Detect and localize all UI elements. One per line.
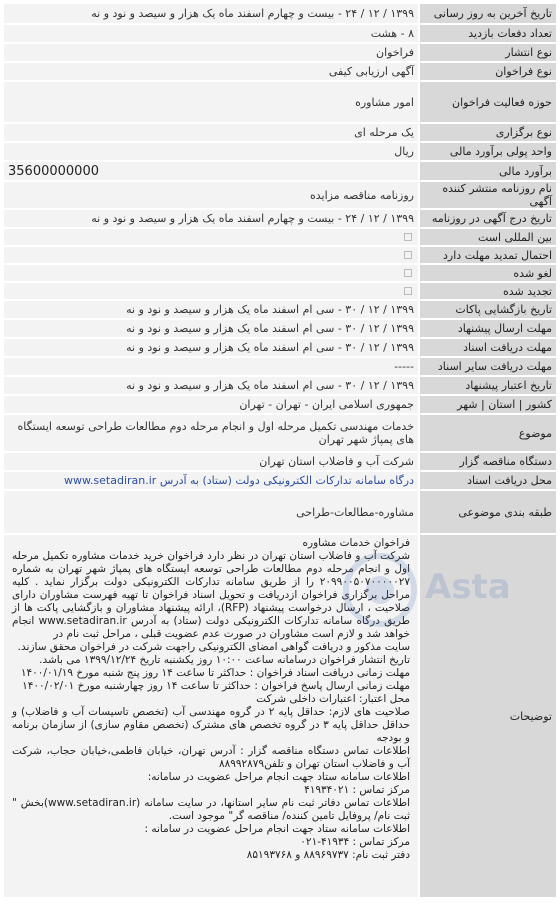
description-text: فراخوان خدمات مشاوره شرکت آب و فاضلاب استان تهران در نظر دارد فراخوان خرید خدمات مشاوره تکمیل مرحله اول و انجام مرحله دوم مطالعات طراحی توسعه ایستگاه های پمپاژ شهر تهران به شماره ۲۰۹۹۰۰۵۰۷۰۰۰۰۰۲۷ را از طریق سامانه تدارکات الکترونیکی دولت برگزار نماید . کلیه مراحل برگزاری فراخوان ازدریافت و تحویل اسناد فراخوان تا تهیه فهرست مشاوران دارای صلاحیت ، ارسال درخواست پیشنهاد (RFP)، ارائه پیشنهاد مشاوران و بازگشایی پاکت ها از طریق درگاه سامانه تدارکات الکترونیکی دولت (ستاد) به آدرس www.setadiran.ir انجام خواهد شد و لازم است مشاوران در صورت عدم عضویت قبلی ، مراحل ثبت نام در سایت مذکور و دریافت گواهی امضای الکترونیکی راجهت شرکت در فراخوان محقق سازند. تاریخ انتشار فراخوان درسامانه ساعت ۱۰:۰۰ روز یکشنبه تاریخ ۱۳۹۹/۱۲/۲۴ می باشد. مهلت زمانی دریافت اسناد فراخوان : حداکثر تا ساعت ۱۴ روز پنج شنبه مورخ ۱۴۰۰/۰۱/۱۹ مهلت زمانی ارسال پاسخ فراخوان : حداکثر تا ساعت ۱۴ روز چهارشنبه مورخ ۱۴۰۰/۰۲/۰۱ محل اعتبار: اعتبارات داخلی شرکت صلاحیت های لازم: حداقل پایه ۲ در گروه مهندسی آب (تخصص تاسیسات آب و فاضلاب) و حداقل حداقل پایه ۳ در گروه تخصص های مشترک (تخصص مقاوم سازی) از سازمان برنامه و بودجه اطلاعات تماس دستگاه مناقصه گزار : آدرس تهران، خیابان فاطمی،خیابان حجاب، شرکت آب و فاضلاب استان تهران و تلفن۸۸۹۹۲۸۷۹ اطلاعات سامانه ستاد جهت انجام مراحل عضویت در سامانه: مرکز تماس : ۴۱۹۳۴۰۲۱ اطلاعات تماس دفاتر ثبت نام سایر استانها، در سایت سامانه (www.setadiran.ir)بخش " ثبت نام/ پروفایل تامین کننده/ مناقصه گر" موجود است. اطلاعات سامانه ستاد جهت انجام مراحل عضویت در سامانه : مرکز تماس : ۴۱۹۳۴-۰۲۱ دفتر ثبت نام: ۸۸۹۶۹۷۳۷ و ۸۵۱۹۳۷۶۸: [12, 537, 411, 861]
value-classification: مشاوره-مطالعات-طراحی: [4, 491, 418, 533]
label-location: کشور | استان | شهر: [420, 396, 556, 413]
value-estimate: 35600000000: [8, 163, 99, 179]
row-renewed: [4, 283, 556, 299]
value-cancelled-cell: [4, 265, 418, 281]
label-subject: موضوع: [420, 415, 556, 451]
label-other-docs-deadline: مهلت دریافت سایر اسناد: [420, 358, 556, 375]
row-publish-type: [4, 44, 556, 61]
label-offer-validity: تاریخ اعتبار پیشنهاد: [420, 377, 556, 394]
row-offer-validity: [4, 377, 556, 394]
value-visit-count: ۸ - هشت: [4, 25, 418, 42]
value-subject: خدمات مهندسی تکمیل مرحله اول و انجام مرحله دوم مطالعات طراحی توسعه ایستگاه های پمپاژ شهر تهران: [4, 415, 418, 451]
label-renewed: تجدید شده: [420, 283, 556, 299]
label-international: بین المللی است: [420, 229, 556, 245]
row-opening-date: [4, 301, 556, 318]
value-organizer: شرکت آب و فاضلاب استان تهران: [4, 453, 418, 470]
value-renewed-cell: [4, 283, 418, 299]
row-location: [4, 396, 556, 413]
row-classification: [4, 491, 556, 533]
label-description: توضیحات: [420, 535, 556, 897]
value-international-cell: [4, 229, 418, 245]
label-classification: طبقه بندی موضوعی: [420, 491, 556, 533]
row-last-update: [4, 4, 556, 23]
row-holding-type: [4, 124, 556, 141]
value-currency: ریال: [4, 143, 418, 160]
value-publish-type: فراخوان: [4, 44, 418, 61]
renewed-checkbox: [404, 287, 412, 295]
value-docs-location: درگاه سامانه تدارکات الکترونیکی دولت (ستاد) به آدرس www.setadiran.ir: [4, 472, 418, 489]
label-activity-field: حوزه فعالیت فراخوان: [420, 82, 556, 122]
label-opening-date: تاریخ بازگشایی پاکات: [420, 301, 556, 318]
label-estimate: برآورد مالی: [420, 162, 556, 180]
value-submit-deadline: ۱۳۹۹ / ۱۲ / ۳۰ - سی ام اسفند ماه یک هزار و سیصد و نود و نه: [4, 320, 418, 337]
label-last-update: تاریخ آخرین به روز رسانی: [420, 4, 556, 23]
value-holding-type: یک مرحله ای: [4, 124, 418, 141]
label-docs-location: محل دریافت اسناد: [420, 472, 556, 489]
extension-checkbox: [404, 251, 412, 259]
row-submit-deadline: [4, 320, 556, 337]
row-cancelled: [4, 265, 556, 281]
label-currency: واحد پولی برآورد مالی: [420, 143, 556, 160]
row-currency: [4, 143, 556, 160]
value-description-cell: [4, 535, 418, 897]
value-activity-field: امور مشاوره: [4, 82, 418, 122]
value-location: جمهوری اسلامی ایران - تهران - تهران: [4, 396, 418, 413]
value-extension-cell: [4, 247, 418, 263]
row-other-docs-deadline: [4, 358, 556, 375]
value-last-update: ۱۳۹۹ / ۱۲ / ۲۴ - بیست و چهارم اسفند ماه یک هزار و سیصد و نود و نه: [4, 4, 418, 23]
row-extension: [4, 247, 556, 263]
label-extension: احتمال تمدید مهلت دارد: [420, 247, 556, 263]
value-other-docs-deadline: -----: [4, 358, 418, 375]
label-organizer: دستگاه مناقصه گزار: [420, 453, 556, 470]
value-call-type: آگهی ارزیابی کیفی: [4, 63, 418, 80]
value-newspaper-date: ۱۳۹۹ / ۱۲ / ۲۴ - بیست و چهارم اسفند ماه یک هزار و سیصد و نود و نه: [4, 210, 418, 227]
international-checkbox: [404, 233, 412, 241]
row-organizer: [4, 453, 556, 470]
row-international: [4, 229, 556, 245]
row-estimate: [4, 162, 556, 180]
value-offer-validity: ۱۳۹۹ / ۱۲ / ۳۰ - سی ام اسفند ماه یک هزار و سیصد و نود و نه: [4, 377, 418, 394]
label-newspaper: نام روزنامه منتشر کننده آگهی: [420, 182, 556, 208]
cancelled-checkbox: [404, 269, 412, 277]
row-visit-count: [4, 25, 556, 42]
tender-rows: [4, 4, 556, 897]
row-call-type: [4, 63, 556, 80]
row-description: [4, 535, 556, 897]
row-newspaper: [4, 182, 556, 208]
row-subject: [4, 415, 556, 451]
label-newspaper-date: تاریخ درج آگهی در روزنامه: [420, 210, 556, 227]
label-visit-count: تعداد دفعات بازدید: [420, 25, 556, 42]
label-call-type: نوع فراخوان: [420, 63, 556, 80]
label-cancelled: لغو شده: [420, 265, 556, 281]
row-newspaper-date: [4, 210, 556, 227]
row-docs-deadline: [4, 339, 556, 356]
value-estimate-cell: [4, 162, 418, 180]
tender-details-table: [2, 2, 558, 899]
label-publish-type: نوع انتشار: [420, 44, 556, 61]
value-docs-deadline: ۱۳۹۹ / ۱۲ / ۳۰ - سی ام اسفند ماه یک هزار و سیصد و نود و نه: [4, 339, 418, 356]
label-holding-type: نوع برگزاری: [420, 124, 556, 141]
label-docs-deadline: مهلت دریافت اسناد: [420, 339, 556, 356]
row-activity-field: [4, 82, 556, 122]
label-submit-deadline: مهلت ارسال پیشنهاد: [420, 320, 556, 337]
row-docs-location: [4, 472, 556, 489]
value-newspaper: روزنامه مناقصه مزایده: [4, 182, 418, 208]
value-opening-date: ۱۳۹۹ / ۱۲ / ۳۰ - سی ام اسفند ماه یک هزار و سیصد و نود و نه: [4, 301, 418, 318]
